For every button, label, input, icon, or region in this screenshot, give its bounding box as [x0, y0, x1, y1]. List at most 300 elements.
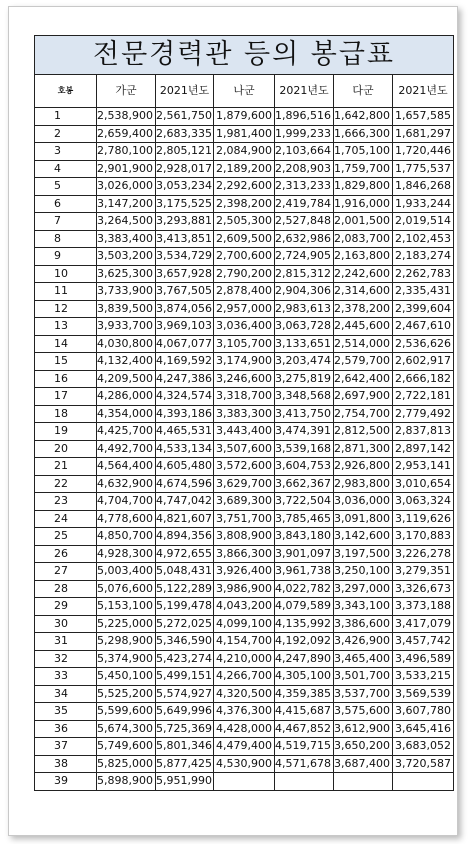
cell-ga-2021: 2,928,017 [156, 160, 214, 178]
table-row [35, 318, 454, 336]
cell-da: 2,242,600 [334, 265, 393, 283]
cell-na: 3,986,900 [214, 580, 275, 598]
cell-hobong: 10 [35, 265, 97, 283]
cell-na: 4,530,900 [214, 755, 275, 773]
document-sheet [8, 6, 458, 836]
cell-na-2021: 2,313,233 [275, 178, 334, 196]
cell-ga: 4,354,000 [97, 405, 156, 423]
cell-na-2021: 3,604,753 [275, 458, 334, 476]
cell-na: 3,751,700 [214, 510, 275, 528]
cell-ga: 3,026,000 [97, 178, 156, 196]
cell-ga-2021: 5,801,346 [156, 738, 214, 756]
header-row [35, 75, 454, 108]
cell-hobong: 13 [35, 318, 97, 336]
cell-na: 2,790,200 [214, 265, 275, 283]
table-row [35, 615, 454, 633]
header-na-2021: 2021년도 [275, 75, 334, 108]
cell-na: 4,479,400 [214, 738, 275, 756]
cell-hobong: 17 [35, 388, 97, 406]
cell-na-2021: 2,904,306 [275, 283, 334, 301]
cell-na-2021: 3,961,738 [275, 563, 334, 581]
cell-na: 3,572,600 [214, 458, 275, 476]
cell-hobong: 38 [35, 755, 97, 773]
table-row [35, 125, 454, 143]
cell-ga: 3,933,700 [97, 318, 156, 336]
cell-da: 3,501,700 [334, 668, 393, 686]
table-row [35, 248, 454, 266]
cell-na: 3,443,400 [214, 423, 275, 441]
table-title: 전문경력관 등의 봉급표 [35, 36, 454, 75]
cell-ga-2021: 3,293,881 [156, 213, 214, 231]
cell-hobong: 1 [35, 108, 97, 126]
cell-da-2021: 2,666,182 [393, 370, 454, 388]
cell-na-2021: 3,662,367 [275, 475, 334, 493]
cell-na-2021: 2,983,613 [275, 300, 334, 318]
cell-da-2021: 3,279,351 [393, 563, 454, 581]
cell-da: 1,642,800 [334, 108, 393, 126]
header-da-2021: 2021년도 [393, 75, 454, 108]
cell-na-2021: 4,359,385 [275, 685, 334, 703]
cell-da-2021: 3,063,324 [393, 493, 454, 511]
cell-hobong: 2 [35, 125, 97, 143]
cell-hobong: 11 [35, 283, 97, 301]
cell-da: 1,666,300 [334, 125, 393, 143]
cell-hobong: 4 [35, 160, 97, 178]
table-row [35, 195, 454, 213]
cell-hobong: 9 [35, 248, 97, 266]
cell-ga-2021: 5,574,927 [156, 685, 214, 703]
table-row [35, 108, 454, 126]
cell-ga-2021: 4,605,480 [156, 458, 214, 476]
cell-na: 3,926,400 [214, 563, 275, 581]
cell-da: 3,197,500 [334, 545, 393, 563]
cell-da: 2,754,700 [334, 405, 393, 423]
table-row [35, 755, 454, 773]
cell-hobong: 34 [35, 685, 97, 703]
cell-ga: 5,076,600 [97, 580, 156, 598]
cell-na: 4,043,200 [214, 598, 275, 616]
cell-na-2021: 3,203,474 [275, 353, 334, 371]
table-row [35, 580, 454, 598]
cell-hobong: 8 [35, 230, 97, 248]
cell-ga-2021: 2,683,335 [156, 125, 214, 143]
cell-da: 2,697,900 [334, 388, 393, 406]
cell-na-2021: 3,722,504 [275, 493, 334, 511]
cell-da: 3,575,600 [334, 703, 393, 721]
cell-ga: 4,425,700 [97, 423, 156, 441]
cell-hobong: 36 [35, 720, 97, 738]
cell-ga-2021: 5,122,289 [156, 580, 214, 598]
table-row [35, 598, 454, 616]
cell-na-2021: 1,896,516 [275, 108, 334, 126]
cell-na: 2,189,200 [214, 160, 275, 178]
cell-na-2021: 2,103,664 [275, 143, 334, 161]
table-row [35, 388, 454, 406]
cell-da: 2,812,500 [334, 423, 393, 441]
cell-ga: 5,003,400 [97, 563, 156, 581]
cell-da: 2,983,800 [334, 475, 393, 493]
table-row [35, 493, 454, 511]
cell-ga-2021: 3,175,525 [156, 195, 214, 213]
table-row [35, 213, 454, 231]
cell-da: 1,705,100 [334, 143, 393, 161]
cell-na-2021 [275, 773, 334, 791]
cell-na-2021: 4,415,687 [275, 703, 334, 721]
cell-hobong: 39 [35, 773, 97, 791]
cell-na: 2,609,500 [214, 230, 275, 248]
cell-ga: 2,901,900 [97, 160, 156, 178]
table-row [35, 545, 454, 563]
cell-na: 4,376,300 [214, 703, 275, 721]
table-row [35, 668, 454, 686]
cell-da: 2,378,200 [334, 300, 393, 318]
cell-da-2021: 2,722,181 [393, 388, 454, 406]
cell-da: 3,612,900 [334, 720, 393, 738]
cell-na-2021: 3,843,180 [275, 528, 334, 546]
cell-na: 4,320,500 [214, 685, 275, 703]
cell-ga-2021: 3,413,851 [156, 230, 214, 248]
cell-ga-2021: 5,951,990 [156, 773, 214, 791]
table-row [35, 738, 454, 756]
table-row [35, 178, 454, 196]
cell-na: 4,428,000 [214, 720, 275, 738]
cell-na-2021: 2,208,903 [275, 160, 334, 178]
cell-ga-2021: 5,725,369 [156, 720, 214, 738]
cell-ga-2021: 4,169,592 [156, 353, 214, 371]
cell-da: 1,829,800 [334, 178, 393, 196]
cell-na-2021: 3,785,465 [275, 510, 334, 528]
cell-da: 3,687,400 [334, 755, 393, 773]
cell-ga: 2,780,100 [97, 143, 156, 161]
cell-da: 3,297,000 [334, 580, 393, 598]
table-row [35, 703, 454, 721]
cell-na: 1,981,400 [214, 125, 275, 143]
table-row [35, 300, 454, 318]
cell-ga-2021: 4,821,607 [156, 510, 214, 528]
table-row [35, 720, 454, 738]
table-row [35, 230, 454, 248]
cell-hobong: 32 [35, 650, 97, 668]
cell-ga: 5,374,900 [97, 650, 156, 668]
cell-hobong: 25 [35, 528, 97, 546]
cell-hobong: 22 [35, 475, 97, 493]
cell-ga-2021: 4,465,531 [156, 423, 214, 441]
cell-da-2021: 3,569,539 [393, 685, 454, 703]
cell-ga-2021: 4,324,574 [156, 388, 214, 406]
cell-da-2021 [393, 773, 454, 791]
cell-na: 1,879,600 [214, 108, 275, 126]
cell-ga: 4,778,600 [97, 510, 156, 528]
cell-hobong: 27 [35, 563, 97, 581]
cell-na-2021: 3,474,391 [275, 423, 334, 441]
cell-hobong: 14 [35, 335, 97, 353]
cell-da-2021: 1,720,446 [393, 143, 454, 161]
cell-na-2021: 2,632,986 [275, 230, 334, 248]
cell-na-2021: 2,815,312 [275, 265, 334, 283]
cell-da: 2,163,800 [334, 248, 393, 266]
cell-hobong: 20 [35, 440, 97, 458]
table-row [35, 528, 454, 546]
cell-ga-2021: 5,877,425 [156, 755, 214, 773]
cell-da-2021: 3,326,673 [393, 580, 454, 598]
cell-hobong: 3 [35, 143, 97, 161]
cell-na-2021: 2,419,784 [275, 195, 334, 213]
cell-na-2021: 3,133,651 [275, 335, 334, 353]
cell-da-2021: 3,683,052 [393, 738, 454, 756]
cell-ga-2021: 5,272,025 [156, 615, 214, 633]
cell-ga-2021: 4,972,655 [156, 545, 214, 563]
cell-da-2021: 2,262,783 [393, 265, 454, 283]
cell-na: 2,084,900 [214, 143, 275, 161]
cell-ga-2021: 3,053,234 [156, 178, 214, 196]
table-row [35, 370, 454, 388]
table-row [35, 458, 454, 476]
cell-da-2021: 3,533,215 [393, 668, 454, 686]
table-row [35, 423, 454, 441]
cell-da-2021: 1,846,268 [393, 178, 454, 196]
cell-hobong: 19 [35, 423, 97, 441]
cell-na-2021: 3,413,750 [275, 405, 334, 423]
cell-hobong: 33 [35, 668, 97, 686]
cell-na: 4,099,100 [214, 615, 275, 633]
cell-hobong: 16 [35, 370, 97, 388]
cell-hobong: 31 [35, 633, 97, 651]
cell-ga: 2,538,900 [97, 108, 156, 126]
cell-da: 1,759,700 [334, 160, 393, 178]
cell-na: 3,383,300 [214, 405, 275, 423]
cell-da-2021: 3,645,416 [393, 720, 454, 738]
cell-da-2021: 2,779,492 [393, 405, 454, 423]
cell-ga-2021: 3,767,505 [156, 283, 214, 301]
cell-ga: 4,132,400 [97, 353, 156, 371]
cell-ga-2021: 4,894,356 [156, 528, 214, 546]
cell-hobong: 35 [35, 703, 97, 721]
cell-ga-2021: 4,393,186 [156, 405, 214, 423]
cell-ga: 4,632,900 [97, 475, 156, 493]
cell-na-2021: 4,192,092 [275, 633, 334, 651]
cell-hobong: 5 [35, 178, 97, 196]
cell-na: 3,866,300 [214, 545, 275, 563]
cell-hobong: 6 [35, 195, 97, 213]
cell-ga: 5,599,600 [97, 703, 156, 721]
table-row [35, 510, 454, 528]
table-row [35, 773, 454, 791]
cell-ga-2021: 3,874,056 [156, 300, 214, 318]
cell-ga-2021: 3,969,103 [156, 318, 214, 336]
cell-da-2021: 3,226,278 [393, 545, 454, 563]
cell-hobong: 15 [35, 353, 97, 371]
cell-hobong: 28 [35, 580, 97, 598]
cell-da-2021: 3,010,654 [393, 475, 454, 493]
cell-ga-2021: 4,674,596 [156, 475, 214, 493]
table-row [35, 405, 454, 423]
cell-na-2021: 3,348,568 [275, 388, 334, 406]
cell-da: 3,537,700 [334, 685, 393, 703]
cell-da: 2,926,800 [334, 458, 393, 476]
cell-na: 4,210,000 [214, 650, 275, 668]
cell-ga: 3,147,200 [97, 195, 156, 213]
cell-da: 3,036,000 [334, 493, 393, 511]
cell-ga: 4,564,400 [97, 458, 156, 476]
cell-na: 3,808,900 [214, 528, 275, 546]
cell-da: 2,445,600 [334, 318, 393, 336]
table-row [35, 353, 454, 371]
cell-na-2021: 4,467,852 [275, 720, 334, 738]
cell-da: 2,314,600 [334, 283, 393, 301]
cell-na-2021: 4,305,100 [275, 668, 334, 686]
cell-da: 3,650,200 [334, 738, 393, 756]
cell-na: 4,154,700 [214, 633, 275, 651]
cell-ga: 3,625,300 [97, 265, 156, 283]
cell-da [334, 773, 393, 791]
cell-da-2021: 3,119,626 [393, 510, 454, 528]
cell-da: 1,916,000 [334, 195, 393, 213]
cell-ga-2021: 5,423,274 [156, 650, 214, 668]
cell-hobong: 18 [35, 405, 97, 423]
cell-hobong: 26 [35, 545, 97, 563]
cell-na-2021: 1,999,233 [275, 125, 334, 143]
table-row [35, 283, 454, 301]
cell-na-2021: 4,135,992 [275, 615, 334, 633]
cell-da-2021: 2,536,626 [393, 335, 454, 353]
cell-ga-2021: 4,247,386 [156, 370, 214, 388]
cell-da-2021: 2,467,610 [393, 318, 454, 336]
cell-ga: 5,825,000 [97, 755, 156, 773]
cell-ga: 3,383,400 [97, 230, 156, 248]
cell-da: 3,465,400 [334, 650, 393, 668]
cell-da-2021: 3,457,742 [393, 633, 454, 651]
cell-na-2021: 4,571,678 [275, 755, 334, 773]
cell-ga-2021: 3,657,928 [156, 265, 214, 283]
cell-na-2021: 3,539,168 [275, 440, 334, 458]
cell-ga: 4,492,700 [97, 440, 156, 458]
cell-na-2021: 4,022,782 [275, 580, 334, 598]
cell-da-2021: 2,837,813 [393, 423, 454, 441]
cell-na: 2,700,600 [214, 248, 275, 266]
cell-ga-2021: 4,533,134 [156, 440, 214, 458]
cell-da: 3,091,800 [334, 510, 393, 528]
cell-da-2021: 2,183,274 [393, 248, 454, 266]
cell-na-2021: 3,901,097 [275, 545, 334, 563]
header-da-group: 다군 [334, 75, 393, 108]
cell-hobong: 21 [35, 458, 97, 476]
cell-da-2021: 3,373,188 [393, 598, 454, 616]
cell-ga-2021: 5,499,151 [156, 668, 214, 686]
cell-da: 3,386,600 [334, 615, 393, 633]
table-row [35, 335, 454, 353]
cell-ga: 5,898,900 [97, 773, 156, 791]
cell-na: 3,105,700 [214, 335, 275, 353]
cell-da-2021: 3,417,079 [393, 615, 454, 633]
cell-na: 3,507,600 [214, 440, 275, 458]
cell-da-2021: 2,335,431 [393, 283, 454, 301]
cell-da-2021: 2,399,604 [393, 300, 454, 318]
cell-da-2021: 3,607,780 [393, 703, 454, 721]
cell-na-2021: 4,247,890 [275, 650, 334, 668]
cell-ga: 5,674,300 [97, 720, 156, 738]
table-row [35, 633, 454, 651]
table-row [35, 440, 454, 458]
cell-na: 3,689,300 [214, 493, 275, 511]
cell-ga: 5,153,100 [97, 598, 156, 616]
cell-hobong: 29 [35, 598, 97, 616]
cell-ga: 5,298,900 [97, 633, 156, 651]
table-row [35, 475, 454, 493]
cell-ga: 5,525,200 [97, 685, 156, 703]
cell-ga: 3,264,500 [97, 213, 156, 231]
cell-da: 2,001,500 [334, 213, 393, 231]
cell-hobong: 7 [35, 213, 97, 231]
table-row [35, 563, 454, 581]
cell-hobong: 23 [35, 493, 97, 511]
cell-na: 2,878,400 [214, 283, 275, 301]
cell-da: 2,514,000 [334, 335, 393, 353]
cell-na: 2,398,200 [214, 195, 275, 213]
cell-da: 3,426,900 [334, 633, 393, 651]
cell-da-2021: 2,019,514 [393, 213, 454, 231]
cell-ga: 4,286,000 [97, 388, 156, 406]
cell-na-2021: 2,527,848 [275, 213, 334, 231]
cell-ga: 2,659,400 [97, 125, 156, 143]
cell-ga-2021: 5,346,590 [156, 633, 214, 651]
cell-da: 3,250,100 [334, 563, 393, 581]
cell-hobong: 24 [35, 510, 97, 528]
cell-na-2021: 4,079,589 [275, 598, 334, 616]
cell-ga: 4,030,800 [97, 335, 156, 353]
cell-ga: 5,225,000 [97, 615, 156, 633]
cell-hobong: 37 [35, 738, 97, 756]
cell-ga-2021: 4,067,077 [156, 335, 214, 353]
cell-ga: 4,928,300 [97, 545, 156, 563]
cell-na: 2,505,300 [214, 213, 275, 231]
cell-na: 3,629,700 [214, 475, 275, 493]
cell-da: 2,579,700 [334, 353, 393, 371]
cell-da: 2,642,400 [334, 370, 393, 388]
cell-da-2021: 3,720,587 [393, 755, 454, 773]
salary-table [34, 35, 454, 791]
cell-da-2021: 1,681,297 [393, 125, 454, 143]
cell-ga-2021: 5,649,996 [156, 703, 214, 721]
cell-hobong: 12 [35, 300, 97, 318]
cell-na: 2,292,600 [214, 178, 275, 196]
cell-da-2021: 2,102,453 [393, 230, 454, 248]
cell-da-2021: 3,170,883 [393, 528, 454, 546]
cell-ga-2021: 4,747,042 [156, 493, 214, 511]
cell-ga: 4,209,500 [97, 370, 156, 388]
cell-na: 3,036,400 [214, 318, 275, 336]
cell-na [214, 773, 275, 791]
table-row [35, 143, 454, 161]
header-hobong: 호봉 [35, 75, 97, 108]
table-row [35, 685, 454, 703]
cell-hobong: 30 [35, 615, 97, 633]
header-ga-2021: 2021년도 [156, 75, 214, 108]
header-na-group: 나군 [214, 75, 275, 108]
cell-na: 4,266,700 [214, 668, 275, 686]
cell-da-2021: 1,933,244 [393, 195, 454, 213]
cell-da-2021: 3,496,589 [393, 650, 454, 668]
cell-ga: 5,749,600 [97, 738, 156, 756]
cell-ga-2021: 2,805,121 [156, 143, 214, 161]
cell-da: 3,343,100 [334, 598, 393, 616]
header-ga-group: 가군 [97, 75, 156, 108]
cell-ga: 3,503,200 [97, 248, 156, 266]
cell-ga: 4,850,700 [97, 528, 156, 546]
cell-ga-2021: 5,048,431 [156, 563, 214, 581]
cell-ga: 4,704,700 [97, 493, 156, 511]
cell-ga-2021: 2,561,750 [156, 108, 214, 126]
cell-ga: 3,733,900 [97, 283, 156, 301]
